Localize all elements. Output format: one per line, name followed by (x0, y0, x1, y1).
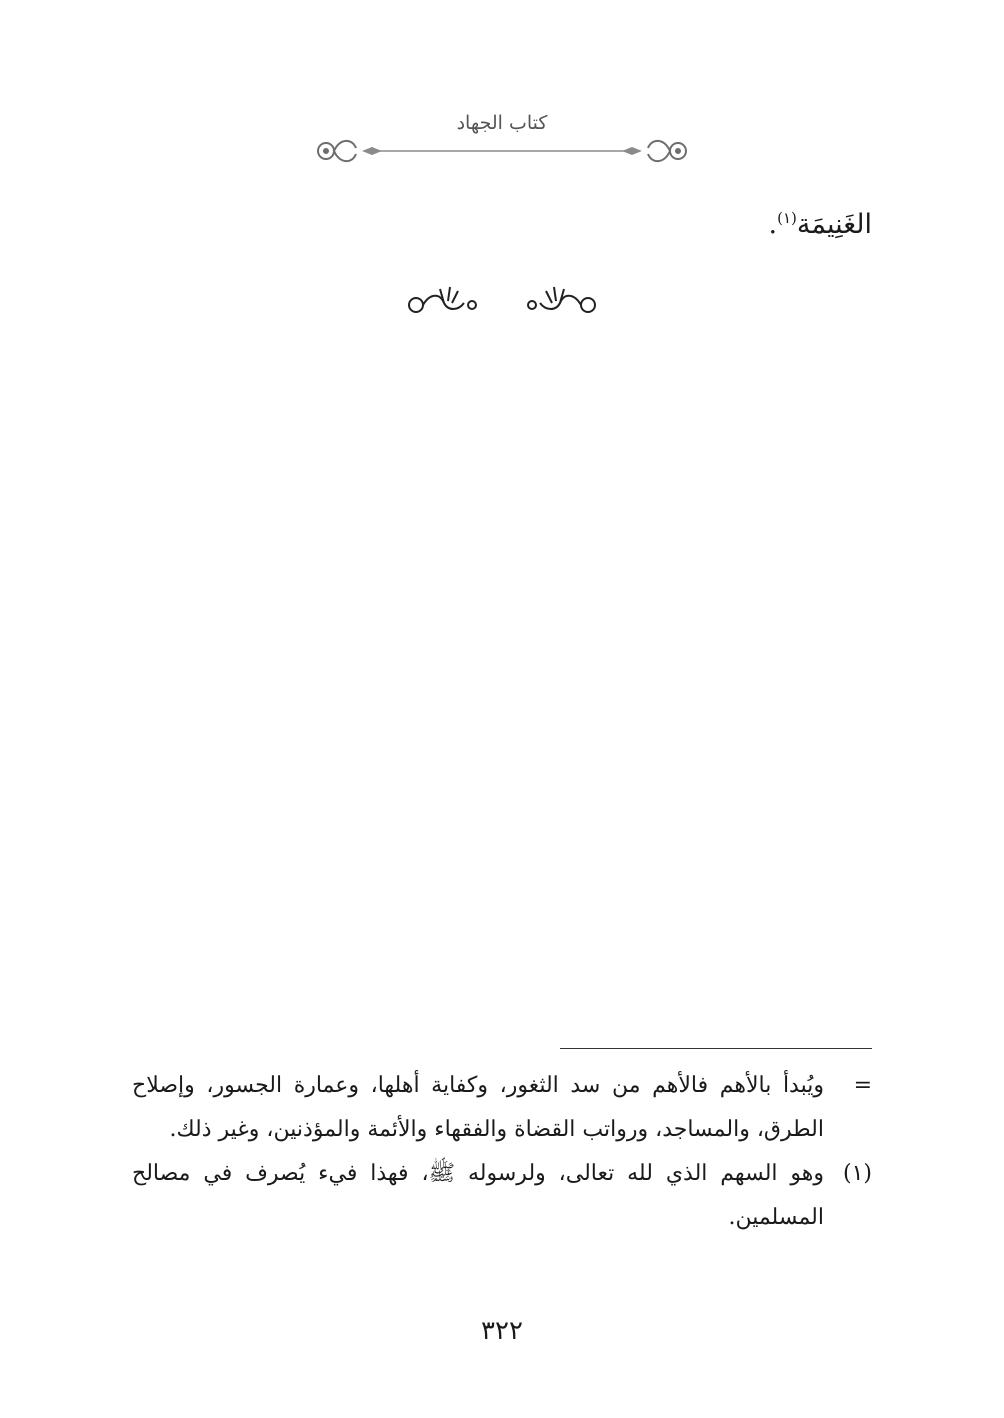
header-ornament-icon (312, 130, 692, 172)
main-word: الغَنِيمَة (796, 209, 872, 240)
running-header-title: كتاب الجهاد (456, 112, 548, 134)
footnote-continuation (132, 1064, 872, 1152)
footnote-separator (560, 1048, 872, 1049)
footnote-reference: (١) (777, 209, 797, 227)
section-divider-ornament-icon (400, 283, 604, 323)
continuation-marker: = (853, 1073, 872, 1098)
footnote-1-marker: (١) (842, 1161, 872, 1186)
main-text-line (132, 198, 872, 245)
footnote-1 (132, 1152, 872, 1240)
continuation-text: ويُبدأ بالأهم فالأهم من سد الثغور، وكفاية أهلها، وعمارة الجسور، وإصلاح الطرق، والمساجد، ورواتب القضاة والفقهاء والأئمة والمؤذنين، وغير ذلك. (132, 1073, 824, 1142)
end-mark: . (768, 209, 778, 240)
page-number: ٣٢٢ (481, 1316, 523, 1346)
footnotes-section (132, 1064, 872, 1240)
footnote-1-text: وهو السهم الذي لله تعالى، ولرسوله ﷺ، فهذا فيء يُصرف في مصالح المسلمين. (132, 1161, 824, 1230)
